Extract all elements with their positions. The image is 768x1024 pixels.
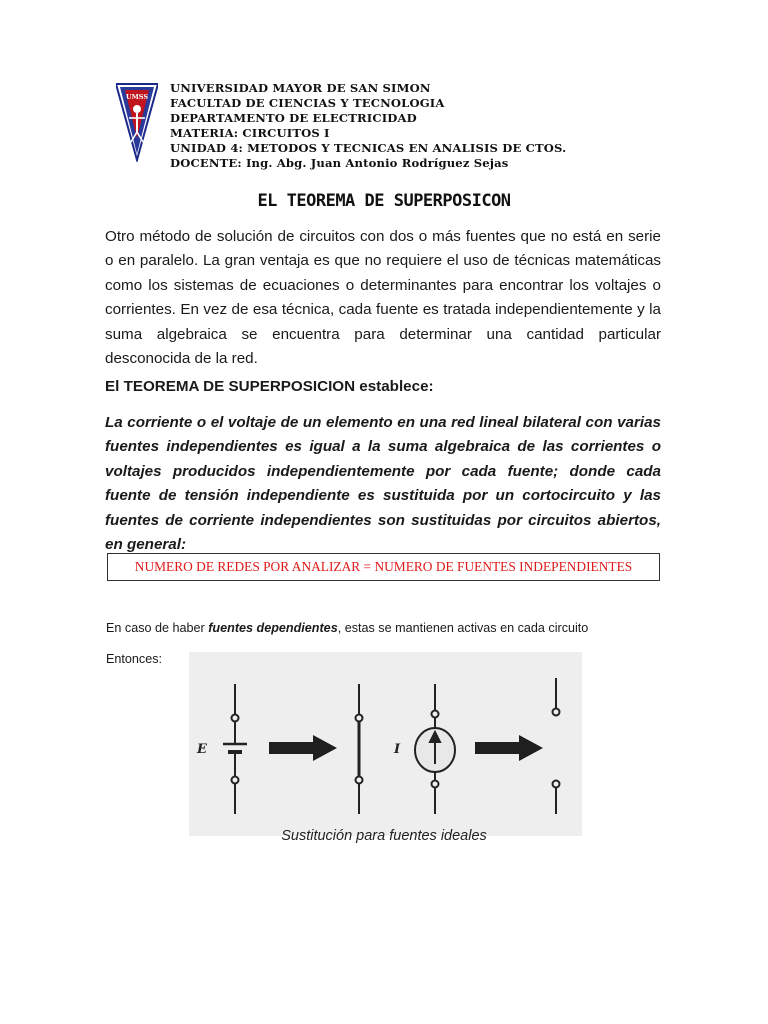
- note-suffix: , estas se mantienen activas en cada circuito: [337, 621, 589, 635]
- theorem-subheading: El TEOREMA DE SUPERPOSICION establece:: [105, 378, 434, 395]
- intro-paragraph: Otro método de solución de circuitos con dos o más fuentes que no está en serie o en paralelo. La gran ventaja es que no requiere el uso de técnicas matemáticas como los sistemas de ecuaciones o determinantes para encontrar los voltajes o corrientes. En vez de esa técnica, cada fuente es tratada independientemente y la suma algebraica se encuentra para determinar una cantidad particular desconocida de la red.: [105, 228, 661, 368]
- substitution-figure: [189, 652, 582, 836]
- then-label: Entonces:: [106, 652, 163, 666]
- institution-header: [170, 81, 566, 171]
- header-department: DEPARTAMENTO DE ELECTRICIDAD: [170, 111, 417, 125]
- current-label: I: [394, 742, 401, 757]
- logo-text: UMSS: [125, 93, 149, 101]
- rule-box: NUMERO DE REDES POR ANALIZAR = NUMERO DE FUENTES INDEPENDIENTES: [107, 553, 660, 581]
- theorem-statement: La corriente o el voltaje de un elemento en una red lineal bilateral con varias fuentes independientes es igual a la suma algebraica de las corrientes o voltajes producidos independientemente por cada fuente; donde cada fuente de tensión independiente es sustituida por un cortocircuito y las fuentes de corriente independientes son sustituidas por circuitos abiertos, en general:: [105, 414, 661, 554]
- header-teacher: DOCENTE: Ing. Abg. Juan Antonio Rodríguez Sejas: [170, 156, 509, 170]
- header-university: UNIVERSIDAD MAYOR DE SAN SIMON: [170, 81, 431, 95]
- dependent-sources-note: [106, 621, 588, 635]
- note-prefix: En caso de haber: [106, 621, 209, 635]
- header-unit: UNIDAD 4: METODOS Y TECNICAS EN ANALISIS DE CTOS.: [170, 141, 567, 155]
- header-faculty: FACULTAD DE CIENCIAS Y TECNOLOGIA: [170, 96, 445, 110]
- voltage-label: E: [197, 742, 207, 757]
- header-subject: MATERIA: CIRCUITOS I: [170, 126, 330, 140]
- page-title: EL TEOREMA DE SUPERPOSICON: [257, 191, 511, 211]
- note-emphasis: fuentes dependientes: [208, 621, 338, 635]
- figure-caption: Sustitución para fuentes ideales: [281, 828, 487, 844]
- university-logo: [116, 80, 158, 162]
